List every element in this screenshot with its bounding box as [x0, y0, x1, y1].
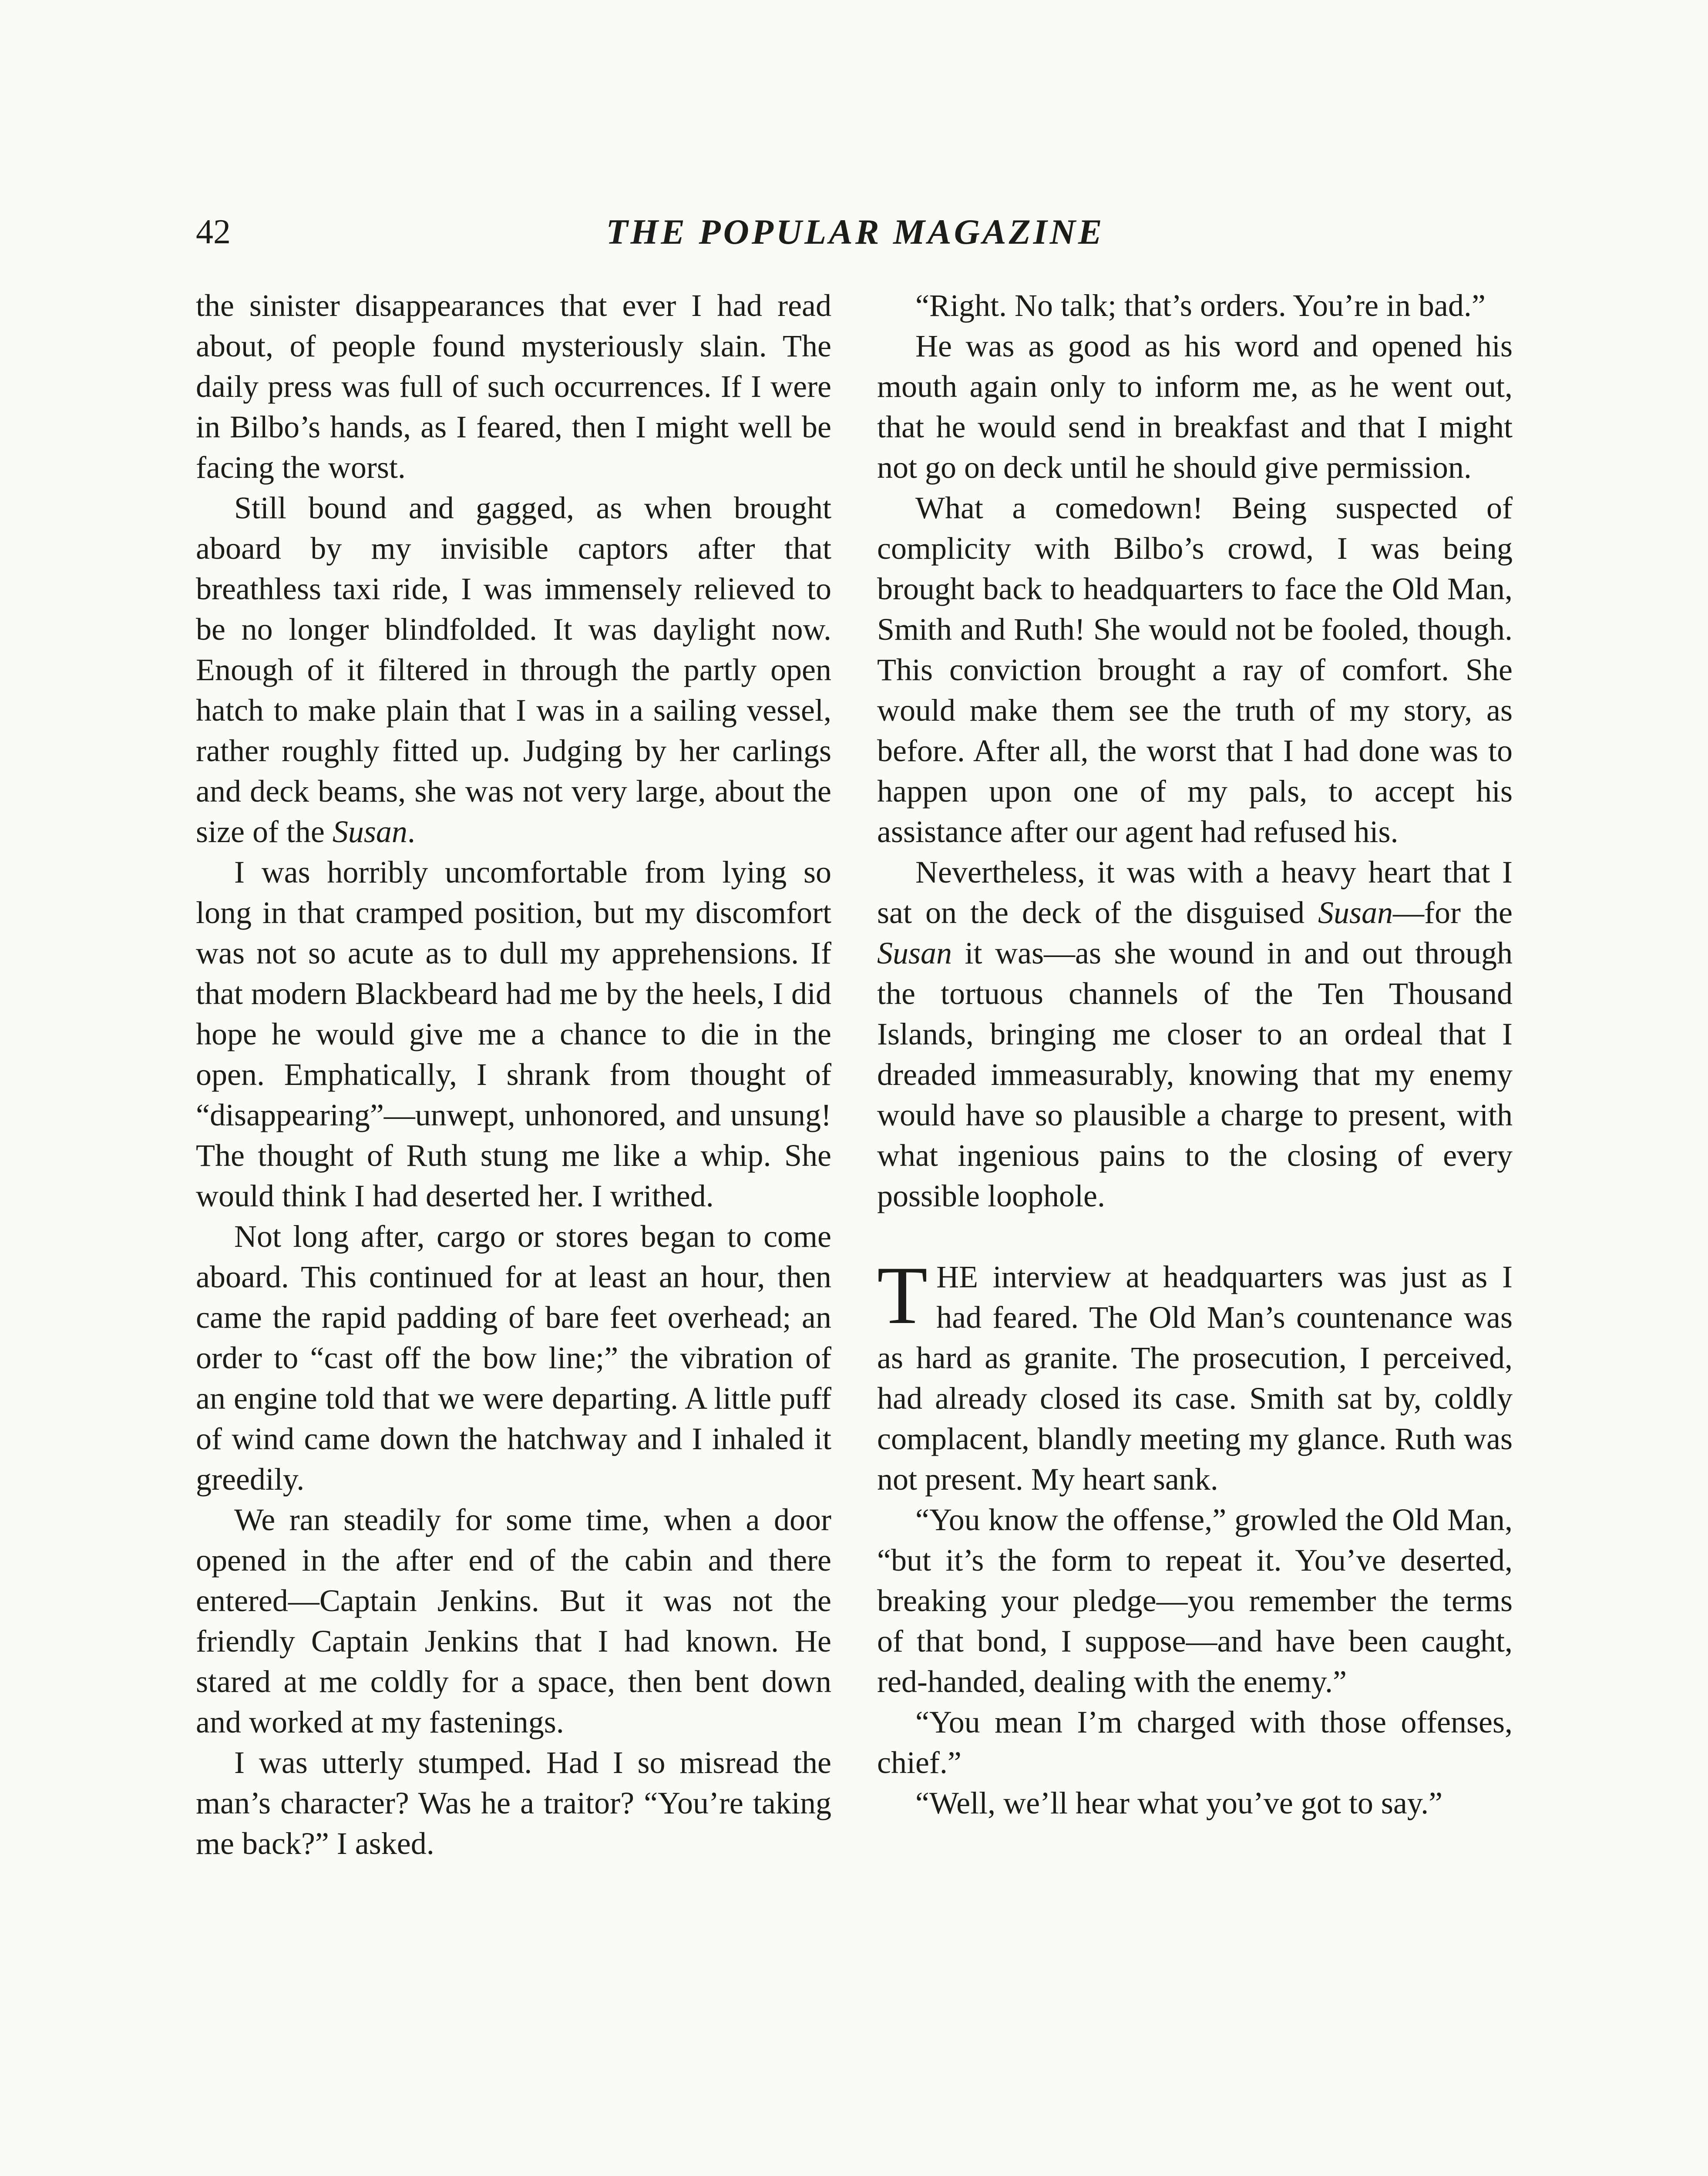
paragraph: THE interview at headquarters was just as I had feared. The Old Man’s countenance was as hard as granite. The prosecution, I perceived, had already closed its case. Smith sat by, coldly complacent, blandly meeting my glance. Ruth was not present. My heart sank.	[877, 1250, 1513, 1497]
drop-cap: T	[877, 1250, 928, 1341]
section-break	[877, 1216, 1513, 1257]
paragraph: I was utterly stumped. Had I so misread the man’s character? Was he a traitor? “You’re taking me back?” I asked.	[196, 1745, 831, 1861]
paragraph: “Right. No talk; that’s orders. You’re in bad.”	[915, 288, 1486, 323]
ship-name: Susan	[332, 814, 407, 849]
page-number: 42	[196, 213, 231, 251]
right-column	[877, 285, 1513, 1823]
ship-name: Susan	[877, 936, 952, 970]
running-head: THE POPULAR MAGAZINE	[606, 212, 1105, 252]
paragraph: “You know the offense,” growled the Old Man, “but it’s the form to repeat it. You’ve deserted, breaking your pledge—you remember the terms of that bond, I suppose—and have been caught, red-handed, dealing with the enemy.”	[877, 1502, 1513, 1699]
paragraph: Still bound and gagged, as when brought aboard by my invisible captors after that breathless taxi ride, I was immensely relieved to be no longer blindfolded. It was daylight now. Enough of it filtered in through the partly open hatch to make plain that I was in a sailing vessel, rather roughly fitted up. Judging by her carlings and deck beams, she was not very large, about the size of the Susan.	[196, 490, 831, 849]
paragraph: “You mean I’m charged with those offenses, chief.”	[877, 1705, 1513, 1780]
paragraph: We ran steadily for some time, when a door opened in the after end of the cabin and there entered—Captain Jenkins. But it was not the friendly Captain Jenkins that I had known. He stared at me coldly for a space, then bent down and worked at my fastenings.	[196, 1502, 831, 1739]
paragraph: I was horribly uncomfortable from lying so long in that cramped position, but my discomfort was not so acute as to dull my apprehensions. If that modern Blackbeard had me by the heels, I did hope he would give me a chance to die in the open. Emphatically, I shrank from thought of “disappearing”—unwept, unhonored, and unsung! The thought of Ruth stung me like a whip. She would think I had deserted her. I writhed.	[196, 855, 831, 1213]
page-header	[196, 208, 1515, 265]
paragraph: the sinister disappearances that ever I had read about, of people found mysteriously slain. The daily press was full of such occurrences. If I were in Bilbo’s hands, as I feared, then I might well be facing the worst.	[196, 288, 831, 485]
paragraph: Nevertheless, it was with a heavy heart that I sat on the deck of the disguised Susan—for the Susan it was—as she wound in and out through the tortuous channels of the Ten Thousand Islands, bringing me closer to an ordeal that I dreaded immeasurably, knowing that my enemy would have so plausible a charge to present, with what ingenious pains to the closing of every possible loophole.	[877, 855, 1513, 1213]
paragraph: What a comedown! Being suspected of complicity with Bilbo’s crowd, I was being brought back to headquarters to face the Old Man, Smith and Ruth! She would not be fooled, though. This conviction brought a ray of comfort. She would make them see the truth of my story, as before. After all, the worst that I had done was to happen upon one of my pals, to accept his assistance after our agent had refused his.	[877, 490, 1513, 849]
left-column	[196, 285, 831, 1864]
paragraph: Not long after, cargo or stores began to come aboard. This continued for at least an hour, then came the rapid padding of bare feet overhead; an order to “cast off the bow line;” the vibration of an engine told that we were departing. A little puff of wind came down the hatchway and I inhaled it greedily.	[196, 1219, 831, 1497]
paragraph: He was as good as his word and opened his mouth again only to inform me, as he went out, that he would send in breakfast and that I might not go on deck until he should give permission.	[877, 329, 1513, 485]
ship-name: Susan	[1318, 895, 1393, 930]
paragraph: “Well, we’ll hear what you’ve got to say.”	[915, 1786, 1443, 1820]
